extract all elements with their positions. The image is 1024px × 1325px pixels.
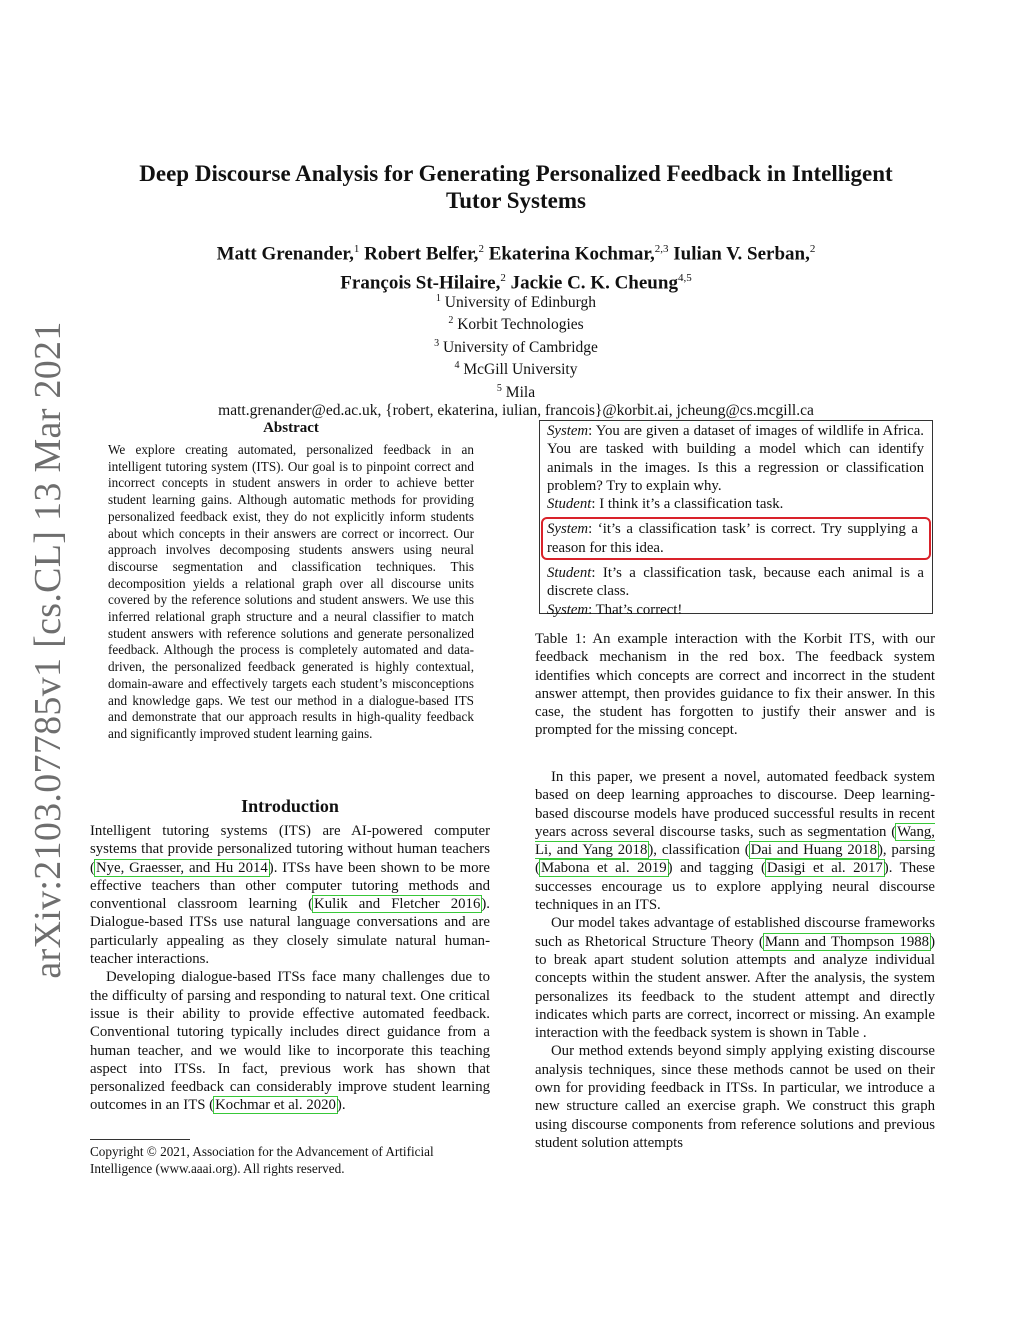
citation-link[interactable]: Kulik and Fletcher 2016 (314, 896, 481, 913)
dialogue-turn: Student: It’s a classification task, because each animal is a discrete class. (547, 565, 924, 600)
dialogue-turn: System: That’s correct! (547, 601, 683, 618)
speaker-label: System (547, 601, 589, 618)
author-line-1 (110, 237, 922, 266)
affiliation: $^4$ McGill University (454, 360, 578, 379)
paragraph: In this paper, we present a novel, automated feedback system based on deep learning approaches to discourse. Deep learning-based discourse models have produced successful results in recent years across several discourse tasks, such as segmentation (Wang, Li, and Yang 2018), classification (Dai and Huang 2018), parsing (Mabona et al. 2019) and tagging (Dasigi et al. 2017). These successes encourage us to explore applying neural discourse techniques in an ITS. (535, 769, 935, 914)
feedback-highlight-box (541, 517, 931, 560)
paragraph: Intelligent tutoring systems (ITS) are AI-powered computer systems that provide personalized tutoring without human teachers (Nye, Graesser, and Hu 2014). ITSs have been shown to be more effective teachers than other computer tutoring methods and conventional classroom learning (Kulik and Fletcher 2016). Dialogue-based ITSs use natural language conversations and are particularly appealing as they closely simulate natural human-teacher interactions. (90, 823, 491, 968)
author-affiliation-mark: 4,5 (677, 272, 692, 285)
speaker-label: System (547, 521, 589, 538)
affiliation: $^1$ University of Edinburgh (435, 293, 597, 312)
author-name: Matt Grenander, (216, 243, 354, 265)
example-interaction-table (539, 420, 933, 618)
footnote-rule (90, 1139, 190, 1140)
dialogue-turn: System: You are given a dataset of images of wildlife in Africa. You are tasked with building a model which can identify animals in the images. Is this a regression or classification problem? Try to explain why. (547, 423, 924, 494)
paragraph: Our method extends beyond simply applying existing discourse analysis techniques, since these methods cannot be used on their own for providing feedback in ITSs. In particular, we introduce a new structure called an exercise graph. We construct this graph using discourse components from reference solutions and previous student solution attempts (535, 1043, 935, 1151)
citation-link[interactable]: Kochmar et al. 2020 (215, 1097, 336, 1114)
citation-link[interactable]: Mabona et al. 2019 (540, 860, 667, 877)
affiliation: $^3$ University of Cambridge (434, 337, 598, 357)
citation-link[interactable]: Wang, Li, and Yang 2018 (535, 823, 935, 859)
author-name: Robert Belfer, (364, 243, 479, 265)
author-name: Jackie C. K. Cheung (510, 272, 678, 294)
arxiv-stamp: arXiv:2103.07785v1 [cs.CL] 13 Mar 2021 (27, 321, 69, 979)
author-name: François St-Hilaire, (340, 272, 501, 294)
copyright-footnote: Copyright © 2021, Association for the Advancement of Artificial Intelligence (www.aaai.org). All rights reserved. (90, 1144, 434, 1176)
paper-title: Deep Discourse Analysis for Generating Personalized Feedback in Intelligent Tutor Systems (139, 161, 893, 213)
speaker-label: Student (547, 496, 592, 513)
author-affiliation-mark: 2 (478, 243, 484, 255)
author-affiliation-mark: 1 (353, 243, 360, 255)
author-emails: matt.grenander@ed.ac.uk, {robert, ekaterina, iulian, francois}@korbit.ai, jcheung@cs.mcgill.ca (218, 402, 814, 420)
speaker-label: Student (547, 565, 592, 582)
paragraph: Our model takes advantage of established discourse frameworks such as Rhetorical Structure Theory (Mann and Thompson 1988) to break apart student solution attempts and analyze individual concepts within the student answer. After the analysis, the system personalizes its feedback to the student attempt and directly indicates which parts are correct, incorrect or missing. An example interaction with the feedback system is shown in Table . (535, 915, 935, 1042)
dialogue-turn: System: ‘it’s a classification task’ is correct. Try supplying a reason for this idea. (547, 521, 918, 556)
citation-link[interactable]: Nye, Graesser, and Hu 2014 (95, 859, 268, 876)
author-affiliation-mark: 2,3 (654, 243, 669, 255)
speaker-label: System (547, 423, 589, 439)
author-list (110, 237, 922, 296)
author-name: Ekaterina Kochmar, (488, 243, 655, 265)
citation-link[interactable]: Dasigi et al. 2017 (766, 860, 883, 877)
citation-link[interactable]: Dai and Huang 2018 (750, 842, 877, 859)
author-name: Iulian V. Serban, (673, 243, 810, 265)
citation-link[interactable]: Mann and Thompson 1988 (764, 933, 930, 950)
dialogue-turn: Student: I think it’s a classification task. (547, 496, 784, 513)
table-caption: Table 1: An example interaction with the Korbit ITS, with our feedback mechanism in the red box. The feedback system identifies which concepts are correct and incorrect in the student answer attempt, then provides guidance to fix their answer. In this case, the student has forgotten to justify their answer and is prompted for the missing concept. (535, 631, 935, 739)
author-affiliation-mark: 2 (809, 243, 816, 255)
paragraph: Developing dialogue-based ITSs face many challenges due to the difficulty of parsing and responding to natural text. One critical issue is their ability to provide effective automated feedback. Conventional tutoring typically includes direct guidance from a human teacher, and we would like to incorporate this teaching aspect into ITSs. In fact, previous work has shown that personalized feedback can considerably improve student learning outcomes in an ITS (Kochmar et al. 2020). (90, 969, 490, 1114)
author-affiliation-mark: 2 (500, 272, 506, 285)
introduction-heading: Introduction (241, 796, 339, 816)
affiliation-list (110, 290, 922, 421)
abstract-text: We explore creating automated, personalized feedback in an intelligent tutoring system (ITS). Our goal is to pinpoint correct and incorrect concepts in student answers in order to achieve better student learning gains. Although automatic methods for providing personalized feedback exist, they do not explicitly inform students about which concepts in their answers are correct or incorrect. Our approach involves decomposing students answers using neural discourse segmentation and classification techniques. This decomposition yields a relational graph over all discourse units covered by the reference solutions and student answers. We use this inferred relational graph structure and a neural classifier to match student answers with reference solutions and generate personalized feedback. Although the process is completely automated and data-driven, the personalized feedback generated is highly contextual, domain-aware and effectively targets each student’s misconceptions and knowledge gaps. We test our method in a dialogue-based ITS and demonstrate that our approach results in high-quality feedback and significantly improved student learning gains. (108, 442, 474, 741)
introduction-text (90, 822, 490, 1115)
abstract-heading: Abstract (263, 420, 319, 436)
affiliation: $^2$ Korbit Technologies (448, 315, 584, 334)
body-text-right (535, 768, 935, 1152)
affiliation: $^5$ Mila (496, 382, 536, 401)
